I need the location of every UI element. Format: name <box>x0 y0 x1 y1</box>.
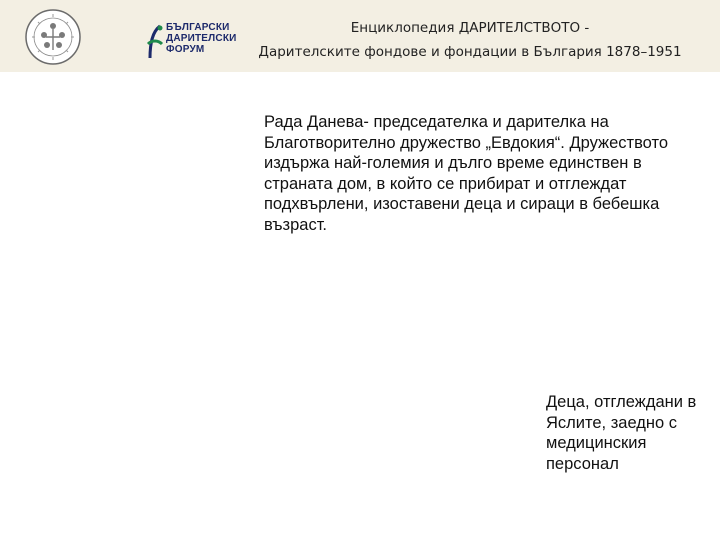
forum-logo-text: БЪЛГАРСКИ ДАРИТЕЛСКИ ФОРУМ <box>166 22 237 55</box>
donors-forum-logo-icon <box>146 22 164 62</box>
header-title-line2: Дарителските фондове и фондации в България 1878–1951 <box>258 44 682 60</box>
header-title <box>232 16 708 64</box>
header-band <box>0 0 720 72</box>
donors-forum-logo <box>146 22 238 66</box>
encyclopedia-seal-icon <box>24 8 82 66</box>
header-title-line1: Енциклопедия ДАРИТЕЛСТВОТО - <box>350 20 590 36</box>
main-paragraph: Рада Данева- председателка и дарителка на Благотворително дружество „Евдокия“. Дружеството издържа най-големия и дълго време единствен в страната дом, в който се прибират и отглеждат подхвърлени, изоставени деца и сираци в бебешка възраст. <box>264 113 669 234</box>
photo-caption: Деца, отглеждани в Яслите, заедно с медицинския персонал <box>546 393 697 473</box>
